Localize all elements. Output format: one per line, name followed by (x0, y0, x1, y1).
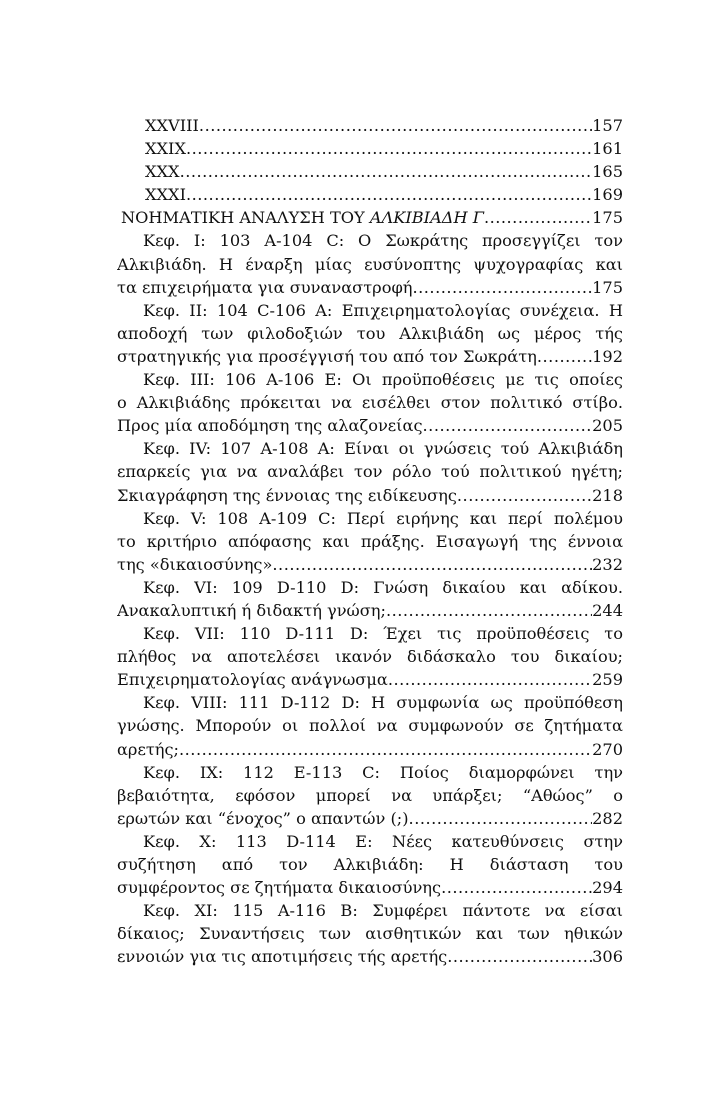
heading-text: ΝΟΗΜΑΤΙΚΗ ΑΝΑΛΥΣΗ ΤΟΥ (121, 208, 370, 228)
toc-entry (145, 137, 623, 160)
entry-line: Κεφ. V: 108 A-109 C: Περί ειρήνης και περί πολέμου (143, 508, 623, 528)
entry-last-line (117, 276, 623, 299)
entry-last-line (117, 738, 623, 761)
toc-chapter-entry (117, 622, 623, 691)
entry-label: XXIX (145, 139, 186, 159)
leader-dots (423, 414, 593, 437)
entry-last-line (117, 345, 623, 368)
page-number: 294 (592, 878, 623, 898)
page-number: 259 (592, 670, 623, 690)
page-number: 270 (592, 739, 623, 759)
page-number: 175 (592, 277, 623, 297)
leader-dots (199, 114, 592, 137)
entry-line: Κεφ. XI: 115 A-116 B: Συμφέρει πάντοτε να είσαι (143, 901, 623, 921)
toc-chapter-entry (117, 899, 623, 968)
entry-line: το κριτήριο απόφασης και πράξης. Εισαγωγή της έννοια (117, 531, 623, 551)
entry-last-line (117, 876, 623, 899)
page-number: 218 (592, 485, 623, 505)
toc-entry (145, 183, 623, 206)
entry-line: Κεφ. II: 104 C-106 A: Επιχειρηματολογίας συνέχεια. Η (143, 300, 623, 320)
leader-dots (412, 276, 592, 299)
toc-chapter-entry (117, 507, 623, 576)
entry-text: αρετής; (117, 739, 180, 759)
toc-chapter-entry (117, 299, 623, 368)
page-number: 175 (592, 208, 623, 228)
entry-last-line (117, 599, 623, 622)
page-number: 192 (592, 346, 623, 366)
entry-line: Αλκιβιάδη. Η έναρξη μίας ευσύνοπτης ψυχογραφίας και (117, 254, 623, 274)
page-number: 306 (592, 947, 623, 967)
entry-last-line (117, 668, 623, 691)
page-number: 282 (592, 808, 623, 828)
toc-entry (145, 114, 623, 137)
toc-chapter-entry (117, 691, 623, 760)
entry-last-line (117, 414, 623, 437)
leader-dots (441, 876, 592, 899)
leader-dots (186, 137, 592, 160)
entry-line: δίκαιος; Συναντήσεις των αισθητικών και των ηθικών (117, 924, 623, 944)
entry-text: Ανακαλυπτική ή διδακτή γνώση; (117, 600, 386, 620)
entry-line: Κεφ. VIII: 111 D-112 D: Η συμφωνία ως προϋπόθεση (143, 693, 623, 713)
entry-last-line (117, 553, 623, 576)
toc-chapter-entry (117, 229, 623, 298)
page-number: 205 (592, 416, 623, 436)
page-number: 232 (592, 554, 623, 574)
entry-line: Κεφ. I: 103 A-104 C: Ο Σωκράτης προσεγγίζει τον (143, 231, 623, 251)
entry-label: XXXI (145, 185, 186, 205)
entry-line: Κεφ. III: 106 A-106 E: Οι προϋποθέσεις με τις οποίες (143, 370, 623, 390)
toc-chapter-entry (117, 437, 623, 506)
heading-italic-title: ΑΛΚΙΒΙΑΔΗ Γ (369, 208, 484, 228)
section-heading (117, 206, 623, 229)
leader-dots (386, 599, 592, 622)
page-number: 157 (592, 116, 623, 135)
leader-dots (537, 345, 592, 368)
entry-label: XXVIII (145, 116, 199, 135)
entry-line: ο Αλκιβιάδης πρόκειται να εισέλθει στον πολιτικό στίβο. (117, 393, 623, 413)
entry-text: εννοιών για τις αποτιμήσεις τής αρετής (117, 947, 448, 967)
entry-text: στρατηγικής για προσέγγισή του από τον Σωκράτη (117, 346, 537, 366)
entry-text: Επιχειρηματολογίας ανάγνωσμα (117, 670, 388, 690)
entry-line: γνώσης. Μπορούν οι πολλοί να συμφωνούν σε ζητήματα (117, 716, 623, 736)
leader-dots (180, 160, 593, 183)
entry-line: Κεφ. VII: 110 D-111 D: Έχει τις προϋποθέσεις το (143, 624, 623, 644)
roman-entries (117, 114, 623, 206)
entry-text: τα επιχειρήματα για συναναστροφή (117, 277, 413, 297)
entry-line: αποδοχή των φιλοδοξιών του Αλκιβιάδη ως μέρος τής (117, 323, 623, 343)
entry-text: Σκιαγράφηση της έννοιας της ειδίκευσης (117, 485, 457, 505)
entry-label: XXX (145, 162, 180, 182)
entry-line: επαρκείς για να αναλάβει τον ρόλο τού πολιτικού ηγέτη; (117, 462, 623, 482)
leader-dots (272, 553, 592, 576)
entry-last-line (117, 484, 623, 507)
table-of-contents (117, 114, 623, 968)
leader-dots (179, 738, 592, 761)
chapter-list (117, 229, 623, 968)
entry-text: της «δικαιοσύνης» (117, 554, 273, 574)
leader-dots (409, 807, 593, 830)
page-number: 169 (592, 185, 623, 205)
page-number: 161 (592, 139, 623, 159)
page-number: 165 (592, 162, 623, 182)
entry-last-line (117, 807, 623, 830)
toc-chapter-entry (117, 368, 623, 437)
leader-dots (484, 206, 592, 229)
entry-line: Κεφ. X: 113 D-114 E: Νέες κατευθύνσεις στην (143, 831, 623, 851)
entry-text: συμφέροντος σε ζητήματα δικαιοσύνης (117, 878, 442, 898)
entry-last-line (117, 945, 623, 968)
leader-dots (186, 183, 592, 206)
entry-line: Κεφ. IV: 107 A-108 A: Είναι οι γνώσεις τού Αλκιβιάδη (143, 439, 623, 459)
leader-dots (447, 945, 592, 968)
leader-dots (457, 484, 592, 507)
toc-entry (145, 160, 623, 183)
entry-text: ερωτών και “ένοχος” ο απαντών (;) (117, 808, 409, 828)
toc-chapter-entry (117, 761, 623, 830)
leader-dots (388, 668, 592, 691)
entry-line: πλήθος να αποτελέσει ικανόν διδάσκαλο του δικαίου; (117, 647, 623, 667)
page-number: 244 (592, 600, 623, 620)
entry-line: Κεφ. IX: 112 E-113 C: Ποίος διαμορφώνει την (143, 762, 623, 782)
toc-chapter-entry (117, 830, 623, 899)
entry-line: συζήτηση από τον Αλκιβιάδη: Η διάσταση του (117, 855, 623, 874)
entry-line: Κεφ. VI: 109 D-110 D: Γνώση δικαίου και αδίκου. (143, 577, 623, 597)
entry-text: Προς μία αποδόμηση της αλαζονείας (117, 416, 423, 436)
toc-chapter-entry (117, 576, 623, 622)
entry-line: βεβαιότητα, εφόσον μπορεί να υπάρξει; “Αθώος” ο (117, 785, 623, 805)
